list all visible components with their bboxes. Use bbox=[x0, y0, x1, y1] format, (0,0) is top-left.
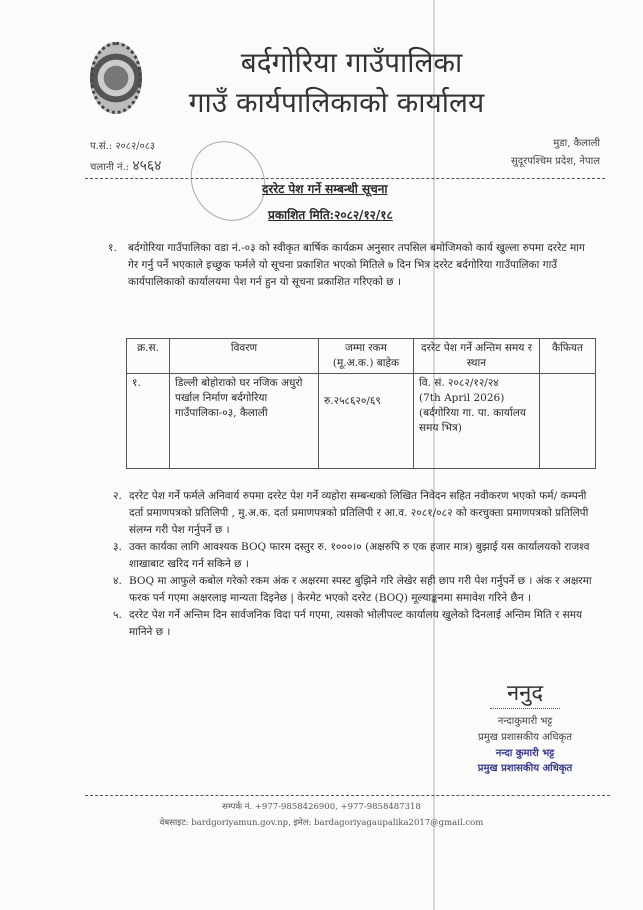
dispatch-label: चलानी नं.: bbox=[90, 162, 130, 173]
handwritten-signature: ननुद bbox=[490, 680, 560, 709]
header-divider bbox=[85, 178, 605, 179]
address-line-1: मुडा, कैलाली bbox=[553, 138, 600, 149]
item-text: दररेट पेश गर्ने फर्मले अनिवार्य रुपमा दररेट पेश गर्ने व्यहोरा सम्बन्धको लिखित निवेदन सहित नवीकरण भएको फर्म/ कम्पनी दर्ता प्रमाणपत्रको प्रतिलिपी , मु.अ.क. दर्ता प्रमाणपत्रको प्रतिलिपी र आ.व. २०८१/०८२ को करचुक्ता प्रमाणपत्रको प्रतिलिपी संलग्न गरी पेश गर्नुपर्ने छ । bbox=[129, 490, 589, 536]
col-description: विवरण bbox=[170, 339, 319, 374]
signature-stamp-name: नन्दा कुमारी भट्ट bbox=[495, 748, 555, 759]
item-number: ४. bbox=[113, 575, 122, 587]
notice-subject: दररेट पेश गर्ने सम्बन्धी सूचना bbox=[262, 182, 388, 196]
table-row bbox=[127, 374, 596, 469]
office-stamp bbox=[176, 127, 279, 234]
reference-number: प.सं.: २०८२/०८३ bbox=[90, 141, 156, 152]
notice-item-2 bbox=[113, 488, 603, 539]
rate-table bbox=[126, 338, 596, 469]
signature-block bbox=[440, 680, 610, 775]
signature-stamp-title: प्रमुख प्रशासकीय अधिकृत bbox=[477, 763, 573, 774]
deadline-place: (बर्दगोरिया गा. पा. कार्यालय समय भित्र) bbox=[419, 407, 526, 434]
office-title: गाउँ कार्यपालिकाको कार्यालय bbox=[188, 86, 485, 119]
item-number: २. bbox=[113, 490, 122, 502]
cell-description: डिल्ली बोहोराको घर नजिक अधुरो पर्खाल निर्माण बर्दगोरिया गाउँपालिका-०३, कैलाली bbox=[170, 374, 319, 469]
footer-web-email: वेबसाइट: bardgoriyamun.gov.np, इमेल: bardagoriyagaupalika2017@gmail.com bbox=[159, 818, 484, 828]
cell-sn: १. bbox=[127, 374, 170, 469]
notice-item-5 bbox=[113, 607, 603, 641]
signatory-title: प्रमुख प्रशासकीय अधिकृत bbox=[478, 732, 572, 743]
footer bbox=[0, 800, 643, 830]
footer-divider bbox=[85, 795, 610, 796]
col-deadline: दररेट पेश गर्ने अन्तिम समय र स्थान bbox=[414, 339, 540, 374]
footer-contact: सम्पर्क नं. +977-9858426900, +977-9858487318 bbox=[222, 802, 421, 812]
cell-deadline bbox=[414, 374, 540, 469]
cell-remarks bbox=[540, 374, 596, 469]
notice-items-list bbox=[113, 488, 603, 641]
item-number: ५. bbox=[113, 609, 122, 621]
item-text: BOQ मा आफुले कबोल गरेको रकम अंक र अक्षरमा स्पस्ट बुझिने गरि लेखेर सही छाप गरी पेश गर्नुपर्ने छ । अंक र अक्षरमा फरक पर्न गएमा अक्षरलाइ मान्यता दिइनेछ | केरमेट भएको दररेट (BOQ) मूल्याङ्कनमा समावेश गरिने छैन । bbox=[129, 575, 592, 604]
municipality-title: बर्दगोरिया गाउँपालिका bbox=[240, 46, 463, 79]
col-amount: जम्मा रकम (मू.अ.क.) बाहेक bbox=[319, 339, 414, 374]
cell-amount: रु.२५८६२०/६९ bbox=[319, 374, 414, 469]
item-text: बर्दगोरिया गाउँपालिका वडा नं.-०३ को स्वीकृत बार्षिक कार्यक्रम अनुसार तपसिल बमोजिमको कार्य खुल्ला रुपमा दररेट माग गेर गर्नु पर्ने भएकाले इच्छुक फर्मले यो सूचना प्रकाशित भएको मितिले ७ दिन भित्र दररेट बर्दगोरिया गाउँपालिका गाउँ कार्यपालिकाको कार्यालयमा पेश गर्न हुन यो सूचना प्रकाशित गरिएको छ । bbox=[128, 242, 585, 288]
item-number: १. bbox=[108, 242, 117, 254]
item-number: ३. bbox=[113, 541, 122, 553]
dispatch-number: ४५६४ bbox=[132, 158, 162, 174]
dispatch-number-row bbox=[90, 158, 161, 176]
notice-item-4 bbox=[113, 573, 603, 607]
notice-item-1 bbox=[108, 240, 598, 291]
col-remarks: कैफियत bbox=[540, 339, 596, 374]
deadline-ad: (7th April 2026) bbox=[419, 392, 505, 404]
table-header-row bbox=[127, 339, 596, 374]
notice-item-3 bbox=[113, 539, 603, 573]
published-date: प्रकाशित मिति:२०८२/१२/१८ bbox=[268, 208, 393, 222]
deadline-bs: वि. सं. २०८२/१२/२४ bbox=[419, 377, 499, 389]
item-text: दररेट पेश गर्ने अन्तिम दिन सार्वजनिक विदा पर्न गएमा, त्यसको भोलीपल्ट कार्यालय खुलेको दिनलाई अन्तिम मिति र समय मानिने छ । bbox=[129, 609, 583, 638]
signatory-name: नन्दाकुमारी भट्ट bbox=[497, 716, 553, 727]
col-sn: क्र.स. bbox=[127, 339, 170, 374]
item-text: उक्त कार्यका लागि आवश्यक BOQ फारम दस्तुर रु. १०००।० (अक्षरुपि रु एक हजार मात्र) बुझाई यस कार्यालयको राजश्व शाखाबाट खरिद गर्न सकिने छ । bbox=[129, 541, 590, 570]
address-line-2: सुदूरपश्चिम प्रदेश, नेपाल bbox=[511, 156, 600, 167]
